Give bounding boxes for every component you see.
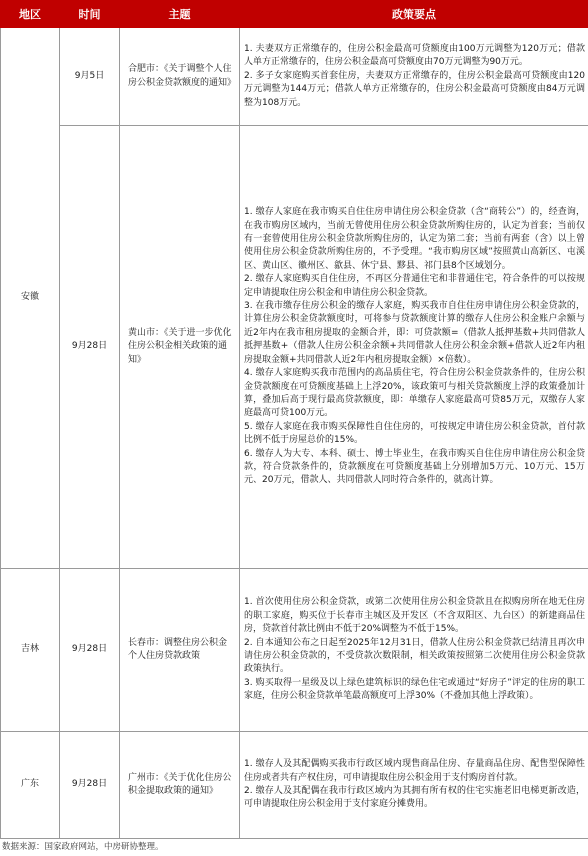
policy-points-cell (240, 28, 588, 126)
theme-cell: 合肥市：《关于调整个人住房公积金贷款额度的通知》 (120, 28, 240, 126)
theme-cell: 广州市：《关于优化住房公积金提取政策的通知》 (120, 732, 240, 839)
table-row (1, 569, 588, 732)
table-row (1, 126, 588, 569)
header-date: 时间 (60, 1, 120, 28)
policy-point: 2. 缴存人及其配偶在我市行政区域内为其拥有所有权的住宅实施老旧电梯更新改造，可申请提取住房公积金用于支付家庭分摊费用。 (244, 786, 585, 810)
policy-points-cell (240, 569, 588, 732)
policy-point: 6. 缴存人为大专、本科、硕士、博士毕业生，在我市购买自住住房申请住房公积金贷款，符合贷款条件的，贷款额度在可贷额度基础上分别增加5万元、10万元、15万元、20万元，借款人、共同借款人同时符合条件的，就高计算。 (244, 448, 585, 486)
date-cell: 9月28日 (60, 732, 120, 839)
policy-point: 1. 缴存人及其配偶购买我市行政区域内现售商品住房、存量商品住房、配售型保障性住房或者共有产权住房，可申请提取住房公积金用于支付购房首付款。 (244, 759, 585, 783)
policy-point: 1. 缴存人家庭在我市购买自住住房申请住房公积金贷款（含“商转公”）的，经查询，在我市购房区域内，当前无曾使用住房公积金贷款所购住房的，认定为首套；当前仅有一套曾使用住房公积金贷款所购住房的，认定为第二套；当前有两套（含）以上曾使用住房公积金贷款所购住房的，不予受理。“我市购房区域”按照黄山高新区、屯溪区、黄山区、徽州区、歙县、休宁县、黟县、祁门县8个区域划分。 (244, 207, 585, 271)
policy-point: 2. 多子女家庭购买首套住房，夫妻双方正常缴存的，住房公积金最高可贷额度由120万元调整为144万元；借款人单方正常缴存的，住房公积金最高可贷额度由84万元调整为108万元。 (244, 70, 585, 108)
policy-point: 2. 缴存人家庭购买自住住房，不再区分普通住宅和非普通住宅，符合条件的可以按规定申请提取住房公积金和申请住房公积金贷款。 (244, 274, 585, 298)
policy-points-cell (240, 732, 588, 839)
header-policy-points: 政策要点 (240, 1, 588, 28)
policy-point: 3. 购买取得一星级及以上绿色建筑标识的绿色住宅或通过“好房子”评定的住房的职工家庭，住房公积金贷款单笔最高额度可上浮30%（不叠加其他上浮政策）。 (244, 677, 585, 702)
region-cell: 吉林 (1, 569, 60, 732)
policy-point: 5. 缴存人家庭在我市购买保障性自住住房的，可按规定申请住房公积金贷款，首付款比例不低于房屋总价的15%。 (244, 421, 585, 446)
policy-point: 3. 在我市缴存住房公积金的缴存人家庭，购买我市自住住房申请住房公积金贷款的，计算住房公积金贷款额度时，可将参与贷款额度计算的缴存人住房公积金账户余额与近2年内在我市租房提取的金额合并，即：可贷款额=（借款人抵押基数+共同借款人抵押基数+（借款人住房公积金余额+共同借款人住房公积金余额+借款人近2年内租房提取金额+共同借款人近2年内租房提取金额）×倍数）。 (244, 301, 585, 365)
data-source-note: 数据来源：国家政府网站，中房研协整理。 (2, 842, 164, 852)
table-row (1, 732, 588, 839)
date-cell: 9月5日 (60, 28, 120, 126)
theme-cell: 黄山市：《关于进一步优化住房公积金相关政策的通知》 (120, 126, 240, 569)
region-cell: 安徽 (1, 28, 60, 569)
policy-point: 4. 缴存人家庭购买我市范围内的高品质住宅，符合住房公积金贷款条件的，住房公积金贷款额度在可贷额度基础上上浮20%，该政策可与相关贷款额度上浮的政策叠加计算，叠加后高于现行最高贷款额度，即：单缴存人家庭最高可贷85万元，双缴存人家庭最高可贷100万元。 (244, 368, 585, 419)
header-theme: 主题 (120, 1, 240, 28)
table-row (1, 28, 588, 126)
date-cell: 9月28日 (60, 569, 120, 732)
region-cell: 广东 (1, 732, 60, 839)
policy-points-cell (240, 126, 588, 569)
theme-cell: 长春市：调整住房公积金个人住房贷款政策 (120, 569, 240, 732)
policy-point: 2. 自本通知公布之日起至2025年12月31日，借款人住房公积金贷款已结清且再次申请住房公积金贷款的，不受贷款次数限制，相关政策按照第二次使用住房公积金贷款政策执行。 (244, 637, 585, 675)
policy-point: 1. 夫妻双方正常缴存的，住房公积金最高可贷额度由100万元调整为120万元；借款人单方正常缴存的，住房公积金最高可贷额度由70万元调整为90万元。 (244, 43, 585, 68)
table-header-row (1, 1, 588, 28)
date-cell: 9月28日 (60, 126, 120, 569)
header-region: 地区 (1, 1, 60, 28)
policy-point: 1. 首次使用住房公积金贷款，或第二次使用住房公积金贷款且在拟购房所在地无住房的职工家庭，购买位于长春市主城区及开发区（不含双阳区、九台区）的新建商品住房，贷款首付款比例由不低于20%调整为不低于15%。 (244, 597, 585, 635)
